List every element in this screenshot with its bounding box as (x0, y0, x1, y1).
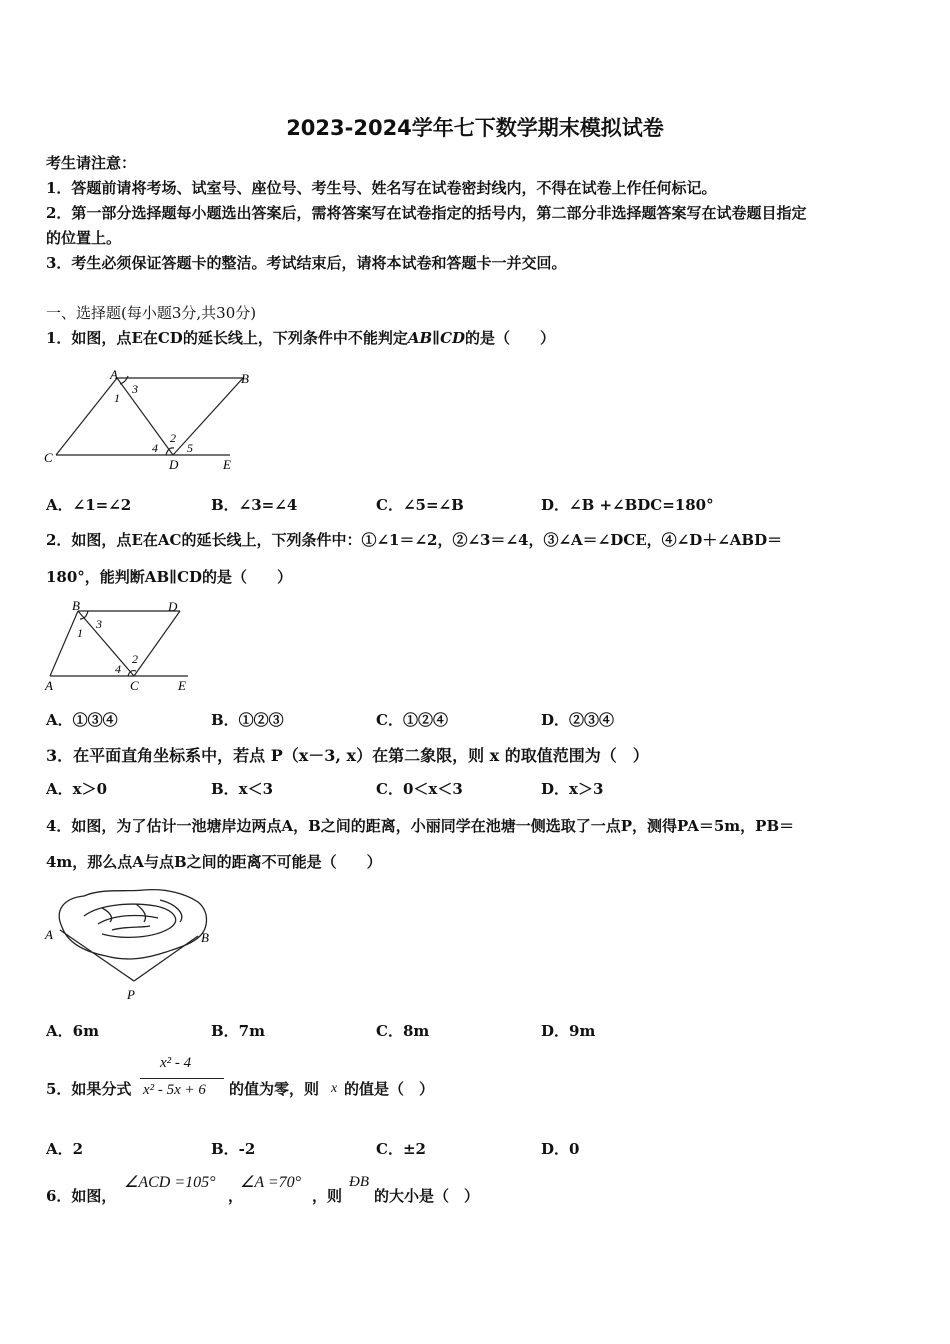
question-5-option-a[interactable]: A．2 (46, 1140, 84, 1158)
fig2-label-d: D (168, 599, 178, 614)
fig4-label-b: B (201, 930, 209, 945)
question-5-stem-pre: 5．如果分式 (46, 1080, 132, 1098)
question-5-denominator: x² - 5x + 6 (143, 1082, 206, 1098)
question-4-option-b[interactable]: B．7m (211, 1022, 265, 1040)
fig2-angle-3: 3 (96, 617, 102, 631)
fig1-label-b: B (241, 371, 249, 386)
question-3-stem: 3．在平面直角坐标系中，若点 P（x－3, x）在第二象限，则 x 的取值范围为（ ） (46, 746, 649, 765)
question-4-option-a[interactable]: A．6m (46, 1022, 99, 1040)
question-3-option-d[interactable]: D．x＞3 (541, 780, 604, 798)
question-6-condition-1: ∠ACD =105° (124, 1174, 216, 1191)
question-4-option-d[interactable]: D．9m (541, 1022, 596, 1040)
question-5-stem-mid: 的值为零，则 (229, 1080, 320, 1098)
fig1-label-c: C (44, 450, 53, 465)
fig2-angle-4: 4 (115, 662, 121, 676)
question-5-option-d[interactable]: D．0 (541, 1140, 580, 1158)
question-4-stem-line1: 4．如图，为了估计一池塘岸边两点A，B之间的距离，小丽同学在池塘一侧选取了一点P，测得PA＝5m，PB＝ (46, 817, 795, 835)
notice-item: 3．考生必须保证答题卡的整洁。考试结束后，请将本试卷和答题卡一并交回。 (46, 254, 567, 272)
page-title: 2023-2024学年七下数学期末模拟试卷 (286, 116, 664, 140)
section-heading: 一、选择题(每小题3分,共30分) (46, 304, 257, 322)
fig1-label-a: A (110, 367, 118, 382)
question-1-stem-post: 的是（ ） (465, 329, 556, 347)
question-4-stem-line2: 4m，那么点A与点B之间的距离不可能是（ ） (46, 853, 382, 871)
notice-item: 的位置上。 (46, 229, 122, 247)
question-5-option-c[interactable]: C．±2 (376, 1140, 426, 1158)
fig1-label-e: E (223, 457, 231, 472)
question-6-stem-post: 的大小是（ ） (374, 1187, 480, 1205)
fig2-angle-2: 2 (132, 652, 138, 666)
question-6-condition-2: ∠A =70° (240, 1174, 302, 1191)
question-2-figure (40, 597, 200, 695)
question-3-option-b[interactable]: B．x＜3 (211, 780, 274, 798)
question-6-comma: ， (228, 1187, 244, 1205)
fig2-label-e: E (178, 678, 186, 693)
question-2-option-a[interactable]: A．①③④ (46, 711, 118, 729)
question-2-option-b[interactable]: B．①②③ (211, 711, 284, 729)
fig2-angle-1: 1 (77, 626, 83, 640)
question-2-stem-line1: 2．如图，点E在AC的延长线上，下列条件中：①∠1＝∠2，②∠3＝∠4，③∠A＝∠DCE，④∠D＋∠ABD＝ (46, 531, 783, 549)
notice-item: 2．第一部分选择题每小题选出答案后，需将答案写在试卷指定的括号内，第二部分非选择题答案写在试卷题目指定 (46, 204, 807, 222)
fig1-angle-3: 3 (132, 382, 138, 396)
question-3-option-c[interactable]: C．0＜x＜3 (376, 780, 463, 798)
fig1-label-d: D (169, 457, 179, 472)
question-5-option-b[interactable]: B．-2 (211, 1140, 256, 1158)
question-2-option-c[interactable]: C．①②④ (376, 711, 448, 729)
question-1-stem (46, 327, 555, 348)
question-6-angle: ÐB (349, 1174, 369, 1190)
question-2-stem-line2: 180°，能判断AB∥CD的是（ ） (46, 568, 293, 586)
question-5-numerator: x² - 4 (160, 1055, 192, 1071)
fig1-angle-1: 1 (114, 391, 120, 405)
question-6-stem-pre: 6．如图， (46, 1187, 117, 1205)
fig1-angle-2: 2 (170, 431, 176, 445)
notice-item: 1．答题前请将考场、试室号、座位号、考生号、姓名写在试卷密封线内，不得在试卷上作任何标记。 (46, 179, 717, 197)
notice-heading: 考生请注意： (46, 154, 137, 172)
question-6-stem-mid: ，则 (312, 1187, 343, 1205)
fig1-angle-5: 5 (187, 441, 193, 455)
fraction-bar (140, 1078, 224, 1079)
question-1-math: AB∥CD (407, 329, 466, 347)
fig2-label-b: B (72, 598, 80, 613)
fig2-label-a: A (45, 678, 53, 693)
question-1-option-d[interactable]: D．∠B +∠BDC=180° (541, 496, 714, 514)
question-3-option-a[interactable]: A．x＞0 (46, 780, 108, 798)
question-1-option-c[interactable]: C．∠5=∠B (376, 496, 464, 514)
fig1-angle-4: 4 (152, 441, 158, 455)
fig4-label-p: P (127, 987, 135, 1002)
question-1-option-a[interactable]: A．∠1=∠2 (46, 496, 132, 514)
question-1-option-b[interactable]: B．∠3=∠4 (211, 496, 298, 514)
question-2-option-d[interactable]: D．②③④ (541, 711, 615, 729)
question-1-figure (40, 362, 250, 477)
question-4-figure (40, 882, 220, 1007)
question-1-stem-pre: 1．如图，点E在CD的延长线上，下列条件中不能判定 (46, 329, 408, 347)
question-4-option-c[interactable]: C．8m (376, 1022, 430, 1040)
question-5-var: x (331, 1081, 338, 1096)
fig2-label-c: C (130, 678, 139, 693)
fig4-label-a: A (45, 927, 53, 942)
question-5-stem-post: 的值是（ ） (344, 1080, 435, 1098)
